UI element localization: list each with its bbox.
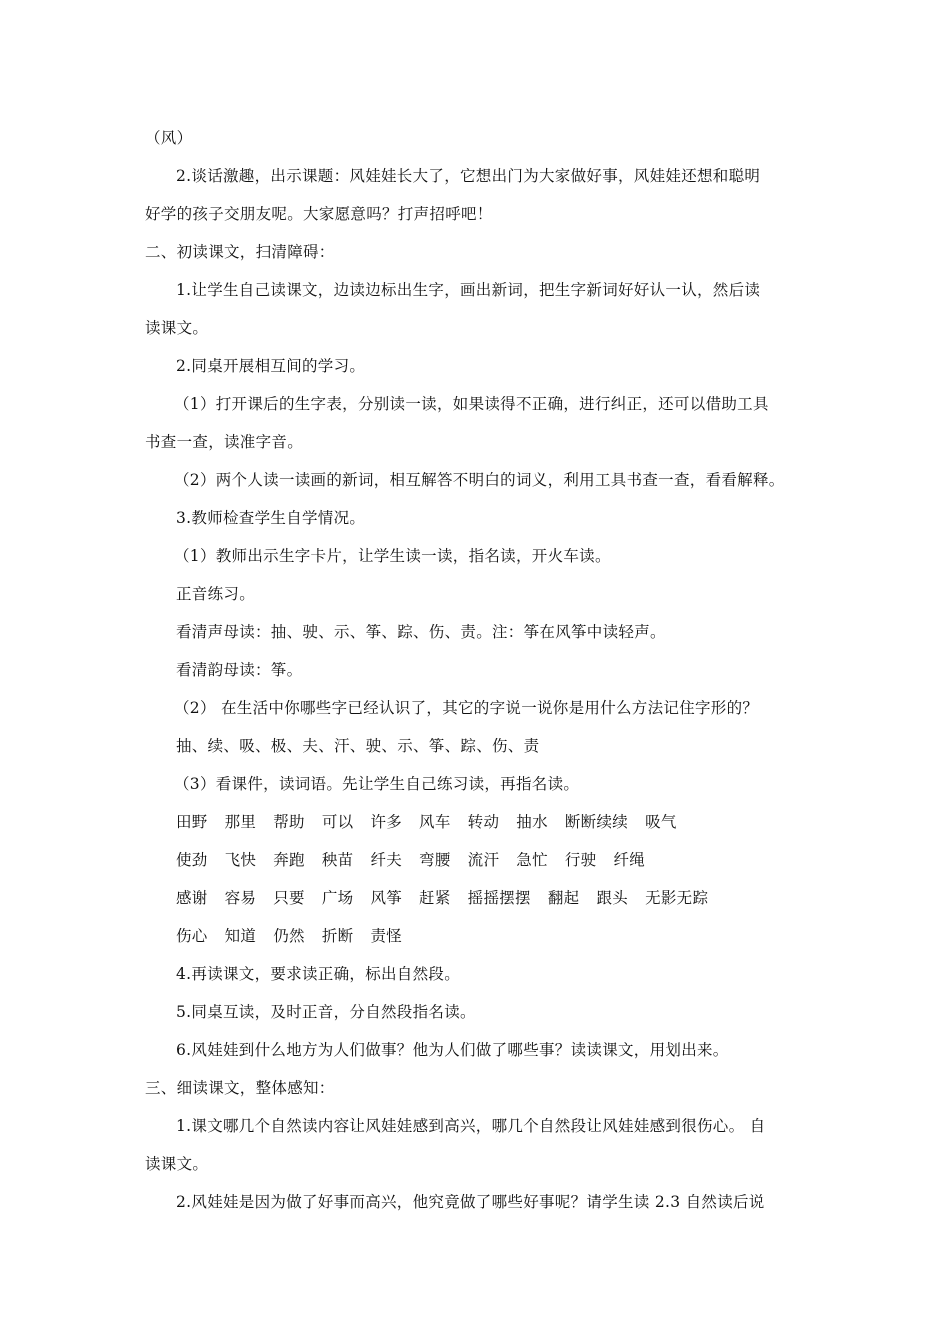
text-line: 2.风娃娃是因为做了好事而高兴，他究竟做了哪些好事呢？请学生读 2.3 自然读后说 (176, 1193, 765, 1211)
word: 翻起 (547, 889, 580, 907)
word: 伤心 (176, 927, 208, 945)
text-line: 2.谈话激趣，出示课题：风娃娃长大了，它想出门为大家做好事，风娃娃还想和聪明 (176, 167, 761, 185)
text-line: 看清声母读：抽、驶、示、筝、踪、伤、责。注：筝在风筝中读轻声。 (176, 623, 666, 641)
text-line: （2） 在生活中你哪些字已经认识了，其它的字说一说你是用什么方法记住字形的？ (174, 699, 759, 717)
section-heading: 三、细读课文，整体感知： (145, 1079, 335, 1097)
text-line: 读课文。 (145, 1155, 209, 1173)
text-line: （1）教师出示生字卡片，让学生读一读，指名读，开火车读。 (174, 547, 611, 565)
word: 感谢 (176, 889, 208, 907)
word: 弯腰 (419, 851, 451, 869)
text-line: 抽、续、吸、极、夫、汗、驶、示、筝、踪、伤、责 (176, 737, 540, 755)
text-line: （1）打开课后的生字表，分别读一读，如果读得不正确，进行纠正，还可以借助工具 (174, 395, 769, 413)
word: 广场 (321, 889, 354, 907)
text-line: 1.课文哪几个自然读内容让风娃娃感到高兴，哪几个自然段让风娃娃感到很伤心。 自 (176, 1117, 766, 1135)
word: 风筝 (370, 889, 403, 907)
word: 飞快 (224, 851, 257, 869)
word-row (176, 888, 725, 908)
text-line: 1.让学生自己读课文，边读边标出生字，画出新词，把生字新词好好认一认，然后读 (176, 281, 761, 299)
word: 容易 (224, 889, 257, 907)
section-heading: 二、初读课文，扫清障碍： (145, 243, 335, 261)
word: 转动 (467, 813, 500, 831)
word: 无影无踪 (645, 889, 709, 907)
word: 断断续续 (564, 813, 629, 831)
text-line: （2）两个人读一读画的新词，相互解答不明白的词义，利用工具书查一查，看看解释。 (174, 471, 785, 489)
word: 知道 (224, 927, 257, 945)
text-line: （风） (145, 129, 193, 147)
word: 可以 (321, 813, 354, 831)
text-line: 4.再读课文，要求读正确，标出自然段。 (176, 965, 460, 983)
text-line: 看清韵母读：筝。 (176, 661, 303, 679)
word: 急忙 (516, 851, 548, 869)
text-line: 3.教师检查学生自学情况。 (176, 509, 366, 527)
word: 奔跑 (273, 851, 305, 869)
text-line: 5.同桌互读，及时正音，分自然段指名读。 (176, 1003, 476, 1021)
text-line: 书查一查，读准字音。 (145, 433, 304, 451)
text-line: 好学的孩子交朋友呢。大家愿意吗？打声招呼吧！ (145, 205, 493, 223)
word: 流汗 (467, 851, 500, 869)
word-row (176, 850, 662, 870)
word: 使劲 (176, 851, 208, 869)
word: 行驶 (564, 851, 597, 869)
word-row (176, 812, 694, 832)
word: 抽水 (516, 813, 548, 831)
word: 摇摇摆摆 (467, 889, 531, 907)
word: 纤夫 (370, 851, 403, 869)
word: 赶紧 (419, 889, 451, 907)
text-line: 读课文。 (145, 319, 209, 337)
word: 只要 (273, 889, 305, 907)
text-line: 2.同桌开展相互间的学习。 (176, 357, 366, 375)
word: 仍然 (273, 927, 305, 945)
word: 田野 (176, 813, 208, 831)
word: 折断 (321, 927, 354, 945)
word: 纤绳 (613, 851, 646, 869)
text-line: 正音练习。 (176, 585, 256, 603)
word: 跟头 (596, 889, 629, 907)
text-line: （3）看课件，读词语。先让学生自己练习读，再指名读。 (174, 775, 580, 793)
word: 风车 (419, 813, 451, 831)
text-line: 6.风娃娃到什么地方为人们做事？他为人们做了哪些事？读读课文，用划出来。 (176, 1041, 729, 1059)
word: 许多 (370, 813, 403, 831)
word: 帮助 (273, 813, 305, 831)
word: 吸气 (645, 813, 677, 831)
word: 责怪 (370, 927, 403, 945)
word: 那里 (224, 813, 257, 831)
word-row (176, 926, 419, 946)
word: 秧苗 (321, 851, 354, 869)
